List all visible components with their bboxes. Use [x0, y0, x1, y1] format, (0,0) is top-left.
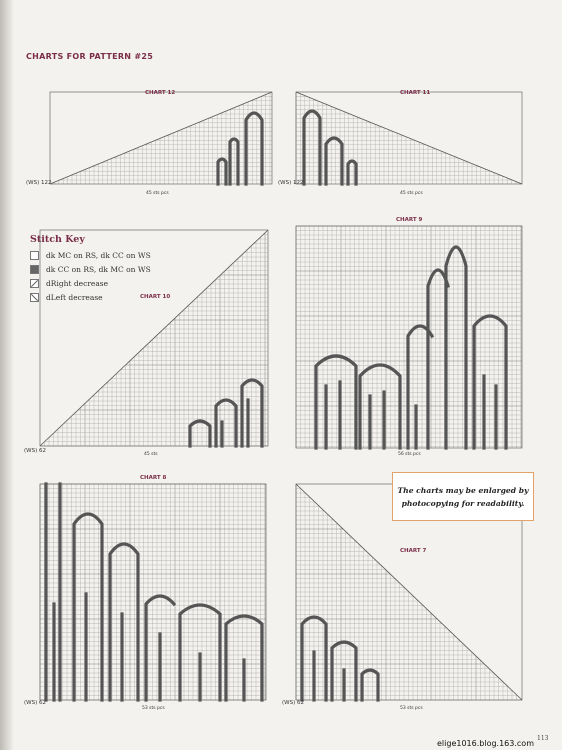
watermark: elige1016.blog.163.com — [437, 739, 534, 748]
page-number: 113 — [537, 735, 549, 742]
stitch-key-title: Stitch Key — [30, 234, 85, 245]
chart-9-stitch-count: 56 sts pcs — [398, 452, 421, 457]
chart-12-title: CHART 12 — [145, 90, 176, 96]
chart-12-stitch-count: 45 sts pcs — [146, 191, 169, 196]
chart-7-row-label: (WS) 62 — [282, 700, 304, 706]
key-label: dLeft decrease — [46, 292, 103, 302]
colorwork-motif — [304, 111, 320, 184]
chart-10 — [24, 230, 268, 457]
colorwork-motif — [474, 316, 506, 448]
chart-10-grid — [40, 230, 268, 450]
colorwork-motif — [246, 113, 262, 184]
colorwork-motif — [110, 544, 138, 700]
chart-11-grid — [296, 92, 522, 188]
key-label: dk MC on RS, dk CC on WS — [46, 250, 151, 260]
chart-7-stitch-count: 53 sts pcs — [400, 706, 423, 711]
chart-8-stitch-count: 53 sts pcs — [142, 706, 165, 711]
chart-9-grid — [296, 226, 522, 450]
colorwork-motif — [348, 161, 356, 184]
colorwork-motif — [74, 514, 102, 700]
chart-10-title: CHART 10 — [140, 294, 171, 300]
chart-11-row-label: (WS) 122 — [278, 180, 304, 186]
chart-12 — [26, 90, 272, 196]
key-label: dRight decrease — [46, 278, 109, 288]
chart-8-grid — [40, 484, 266, 702]
chart-8-title: CHART 8 — [140, 475, 167, 481]
chart-9 — [296, 217, 522, 457]
chart-8 — [24, 475, 266, 711]
page-gutter-shadow — [0, 0, 14, 750]
chart-10-row-label: (WS) 62 — [24, 448, 46, 454]
filled-square-icon — [30, 265, 39, 274]
colorwork-motif — [360, 365, 400, 448]
key-label: dk CC on RS, dk MC on WS — [46, 264, 151, 274]
chart-10-stitch-count: 45 sts — [144, 452, 158, 457]
enlarge-note: The charts may be enlarged by photocopying for readability. — [392, 472, 534, 521]
chart-11-stitch-count: 45 sts pcs — [400, 191, 423, 196]
chart-12-row-label: (WS) 122 — [26, 180, 52, 186]
chart-12-grid — [50, 92, 272, 188]
chart-11 — [278, 90, 522, 196]
colorwork-motif — [242, 380, 262, 446]
chart-9-title: CHART 9 — [396, 217, 423, 223]
chart-11-title: CHART 11 — [400, 90, 431, 96]
right-decrease-icon — [30, 279, 39, 288]
page-title: CHARTS FOR PATTERN #25 — [26, 52, 154, 61]
chart-8-row-label: (WS) 62 — [24, 700, 46, 706]
colorwork-motif — [230, 139, 238, 184]
colorwork-motif — [216, 400, 236, 446]
left-decrease-icon — [30, 293, 39, 302]
empty-square-icon — [30, 251, 39, 260]
chart-7-title: CHART 7 — [400, 548, 427, 554]
colorwork-motif — [218, 159, 226, 184]
